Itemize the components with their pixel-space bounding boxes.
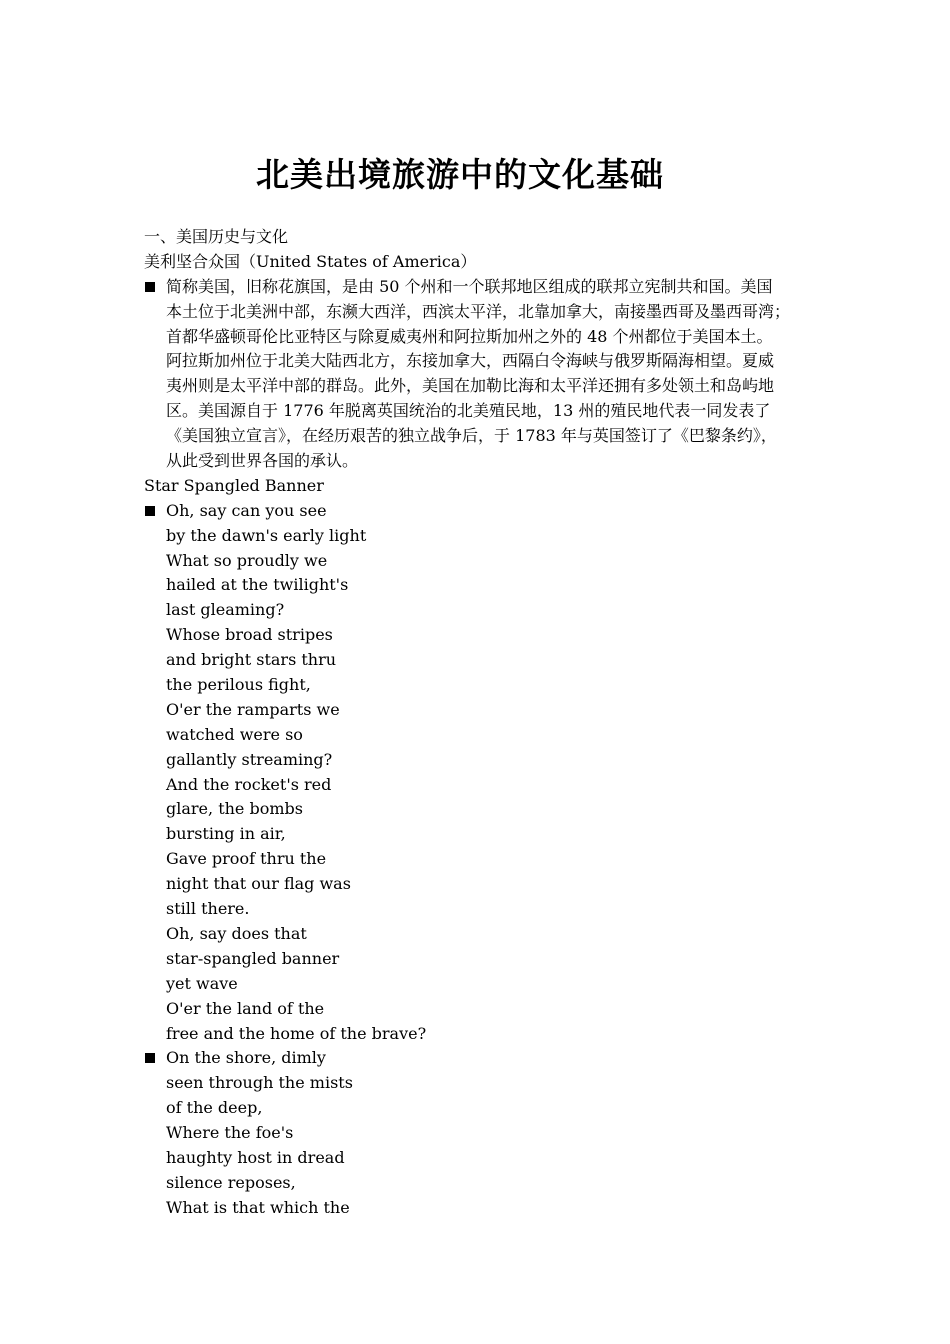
- intro-line: 阿拉斯加州位于北美大陆西北方，东接加拿大，西隔白令海峡与俄罗斯隔海相望。夏威: [166, 351, 775, 371]
- lyric-line: haughty host in dread: [166, 1147, 345, 1167]
- stanza-2-bullet: [144, 1046, 824, 1220]
- lyric-line: O'er the ramparts we: [166, 699, 340, 719]
- intro-bullet: [144, 275, 824, 474]
- lyric-line: gallantly streaming?: [166, 749, 333, 769]
- lyric-line: seen through the mists: [166, 1073, 353, 1093]
- lyric-line: still there.: [166, 899, 250, 919]
- intro-line: 《美国独立宣言》，在经历艰苦的独立战争后，于 1783 年与英国签订了《巴黎条约》，: [166, 426, 777, 446]
- lyric-line: watched were so: [166, 724, 303, 744]
- intro-line: 区。美国源自于 1776 年脱离英国统治的北美殖民地，13 州的殖民地代表一同发表了: [166, 401, 771, 421]
- lyric-line: Oh, say does that: [166, 923, 307, 943]
- bullet-square-icon: [145, 282, 155, 292]
- stanza-1-bullet: [144, 499, 824, 1047]
- intro-paragraph: [166, 275, 824, 474]
- stanza-2: [166, 1046, 824, 1220]
- lyric-line: What is that which the: [166, 1197, 350, 1217]
- lyric-line: yet wave: [166, 973, 238, 993]
- lyric-line: Gave proof thru the: [166, 849, 327, 869]
- intro-line: 夷州则是太平洋中部的群岛。此外，美国在加勒比海和太平洋还拥有多处领土和岛屿地: [166, 376, 775, 396]
- anthem-title: Star Spangled Banner: [144, 475, 324, 495]
- lyric-line: last gleaming?: [166, 600, 285, 620]
- lyric-line: On the shore, dimly: [166, 1048, 326, 1068]
- lyric-line: night that our flag was: [166, 874, 351, 894]
- section-heading: 一、美国历史与文化: [144, 227, 289, 246]
- lyric-line: the perilous fight,: [166, 675, 311, 695]
- lyric-line: and bright stars thru: [166, 650, 337, 670]
- lyric-line: star-spangled banner: [166, 948, 340, 968]
- lyric-line: Where the foe's: [166, 1123, 294, 1143]
- stanza-1: [166, 499, 824, 1047]
- bullet-square-icon: [145, 1053, 155, 1063]
- lyric-line: by the dawn's early light: [166, 525, 367, 545]
- lyric-line: What so proudly we: [166, 550, 328, 570]
- lyric-line: bursting in air,: [166, 824, 286, 844]
- intro-line: 从此受到世界各国的承认。: [166, 451, 359, 471]
- lyric-line: Whose broad stripes: [166, 625, 333, 645]
- intro-line: 本土位于北美洲中部，东濒大西洋，西滨太平洋，北靠加拿大，南接墨西哥及墨西哥湾；: [166, 301, 791, 321]
- lyric-line: Oh, say can you see: [166, 500, 327, 520]
- document-body: [144, 225, 824, 1221]
- lyric-line: silence reposes,: [166, 1172, 296, 1192]
- document-title: 北美出境旅游中的文化基础: [256, 155, 664, 194]
- lyric-line: free and the home of the brave?: [166, 1023, 427, 1043]
- country-name: 美利坚合众国（United States of America）: [144, 251, 477, 271]
- lyric-line: of the deep,: [166, 1098, 263, 1118]
- bullet-square-icon: [145, 506, 155, 516]
- lyric-line: hailed at the twilight's: [166, 575, 349, 595]
- lyric-line: O'er the land of the: [166, 998, 325, 1018]
- intro-line: 简称美国，旧称花旗国，是由 50 个州和一个联邦地区组成的联邦立宪制共和国。美国: [166, 276, 773, 296]
- lyric-line: glare, the bombs: [166, 799, 303, 819]
- lyric-line: And the rocket's red: [166, 774, 332, 794]
- intro-line: 首都华盛顿哥伦比亚特区与除夏威夷州和阿拉斯加州之外的 48 个州都位于美国本土。: [166, 326, 773, 346]
